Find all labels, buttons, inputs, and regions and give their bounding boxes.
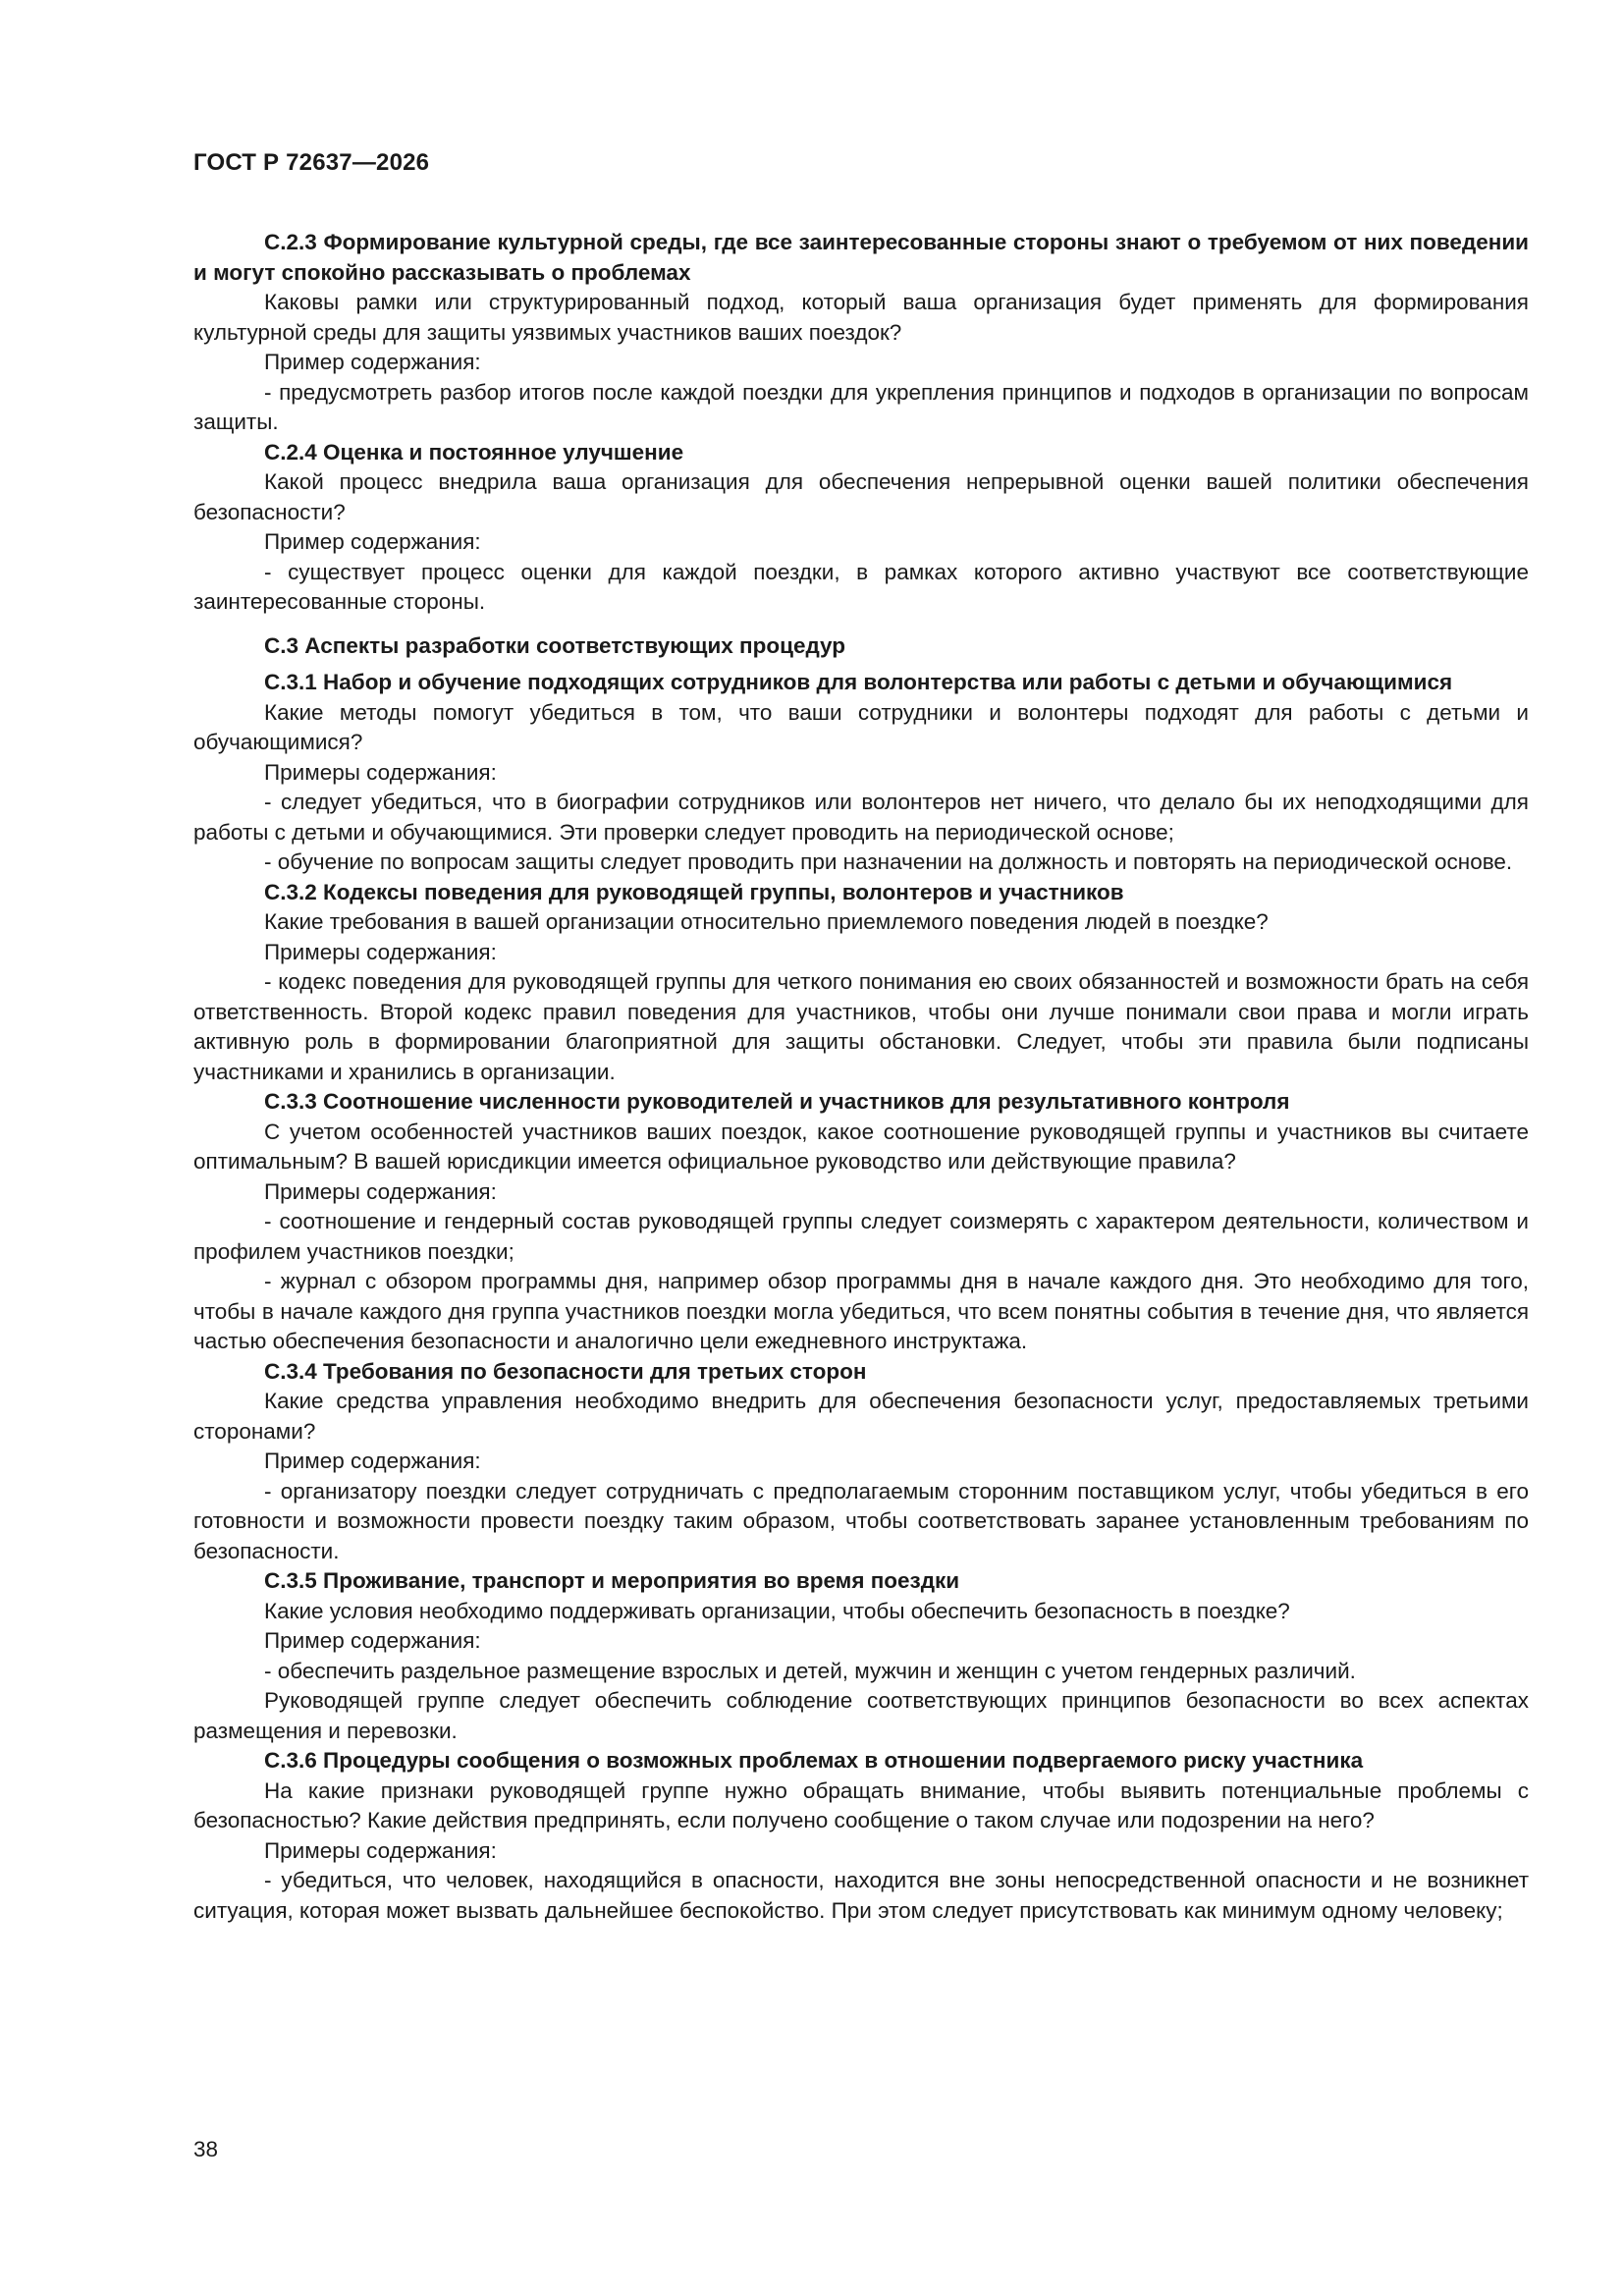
question-paragraph: Какие требования в вашей организации относительно приемлемого поведения людей в поездке?: [264, 909, 1269, 934]
list-item: - кодекс поведения для руководящей группы для четкого понимания ею своих обязанностей и возможности брать на себя ответственность. Второй кодекс правил поведения для участников, чтобы они лучше понимали свои права и могли играть активную роль в формировании благоприятной для защиты обстановки. Следует, чтобы эти правила были подписаны участниками и хранились в организации.: [193, 969, 1529, 1084]
example-label: Пример содержания:: [264, 350, 481, 374]
example-label: Пример содержания:: [264, 1449, 481, 1473]
question-paragraph: Какие методы помогут убедиться в том, что ваши сотрудники и волонтеры подходят для работы с детьми и обучающимися?: [193, 699, 1529, 754]
question-paragraph: Каковы рамки или структурированный подход, который ваша организация будет применять для формирования культурной среды для защиты уязвимых участников ваших поездок?: [193, 290, 1529, 345]
list-item: - обеспечить раздельное размещение взрослых и детей, мужчин и женщин с учетом гендерных различий.: [264, 1658, 1356, 1683]
list-item: - убедиться, что человек, находящийся в опасности, находится вне зоны непосредственной опасности и не возникнет ситуация, которая может вызвать дальнейшее беспокойство. При этом следует присутствовать как минимум одному человеку;: [193, 1868, 1529, 1923]
example-label: Примеры содержания:: [264, 759, 497, 785]
example-label: Пример содержания:: [264, 529, 481, 554]
body-paragraph: Руководящей группе следует обеспечить соблюдение соответствующих принципов безопасности во всех аспектах размещения и перевозки.: [193, 1688, 1529, 1743]
section-heading-c-3-1: С.3.1 Набор и обучение подходящих сотрудников для волонтерства или работы с детьми и обучающимися: [264, 670, 1453, 694]
list-item: - журнал с обзором программы дня, например обзор программы дня в начале каждого дня. Это необходимо для того, чтобы в начале каждого дня группа участников поездки могла убедиться, что всем понятны события в течение дня, что является частью обеспечения безопасности и аналогично цели ежедневного инструктажа.: [193, 1269, 1529, 1353]
question-paragraph: Какие средства управления необходимо внедрить для обеспечения безопасности услуг, предоставляемых третьими сторонами?: [193, 1389, 1529, 1444]
example-label: Примеры содержания:: [264, 939, 497, 964]
section-heading-c-3-5: С.3.5 Проживание, транспорт и мероприятия во время поездки: [264, 1568, 960, 1593]
question-paragraph: Какие условия необходимо поддерживать организации, чтобы обеспечить безопасность в поездке?: [264, 1598, 1290, 1623]
document-header-title: ГОСТ Р 72637—2026: [193, 149, 430, 176]
question-paragraph: На какие признаки руководящей группе нужно обращать внимание, чтобы выявить потенциальные проблемы с безопасностью? Какие действия предпринять, если получено сообщение о таком случае или подозрении на него?: [193, 1777, 1529, 1832]
section-heading-c-2-4: С.2.4 Оценка и постоянное улучшение: [264, 439, 684, 465]
list-item: - обучение по вопросам защиты следует проводить при назначении на должность и повторять на периодической основе.: [264, 849, 1513, 874]
list-item: - следует убедиться, что в биографии сотрудников или волонтеров нет ничего, что делало бы их неподходящими для работы с детьми и обучающимися. Эти проверки следует проводить на периодической основе;: [193, 790, 1529, 845]
section-heading-c-3-2: С.3.2 Кодексы поведения для руководящей группы, волонтеров и участников: [264, 879, 1124, 904]
question-paragraph: Какой процесс внедрила ваша организация для обеспечения непрерывной оценки вашей политики обеспечения безопасности?: [193, 469, 1529, 524]
example-label: Примеры содержания:: [264, 1178, 497, 1204]
list-item: - организатору поездки следует сотрудничать с предполагаемым сторонним поставщиком услуг, чтобы убедиться в его готовности и возможности провести поездку таким образом, чтобы соответствовать заранее установленным требованиям по безопасности.: [193, 1478, 1529, 1563]
section-heading-c-3-4: С.3.4 Требования по безопасности для третьих сторон: [264, 1358, 867, 1384]
example-label: Пример содержания:: [264, 1628, 481, 1653]
list-item: - предусмотреть разбор итогов после каждой поездки для укрепления принципов и подходов в организации по вопросам защиты.: [193, 379, 1529, 434]
document-body: [193, 228, 1529, 1926]
section-heading-c-3: С.3 Аспекты разработки соответствующих процедур: [264, 632, 845, 658]
question-paragraph: С учетом особенностей участников ваших поездок, какое соотношение руководящей группы и участников вы считаете оптимальным? В вашей юрисдикции имеется официальное руководство или действующие правила?: [193, 1119, 1529, 1174]
section-heading-c-3-6: С.3.6 Процедуры сообщения о возможных проблемах в отношении подвергаемого риску участника: [264, 1748, 1364, 1773]
example-label: Примеры содержания:: [264, 1837, 497, 1863]
section-heading-c-3-3: С.3.3 Соотношение численности руководителей и участников для результативного контроля: [264, 1089, 1290, 1114]
list-item: - существует процесс оценки для каждой поездки, в рамках которого активно участвуют все соответствующие заинтересованные стороны.: [193, 559, 1529, 614]
page-number: 38: [193, 2137, 219, 2161]
list-item: - соотношение и гендерный состав руководящей группы следует соизмерять с характером деятельности, количеством и профилем участников поездки;: [193, 1209, 1529, 1264]
section-heading-c-2-3: С.2.3 Формирование культурной среды, где все заинтересованные стороны знают о требуемом от них поведении и могут спокойно рассказывать о проблемах: [193, 230, 1529, 285]
